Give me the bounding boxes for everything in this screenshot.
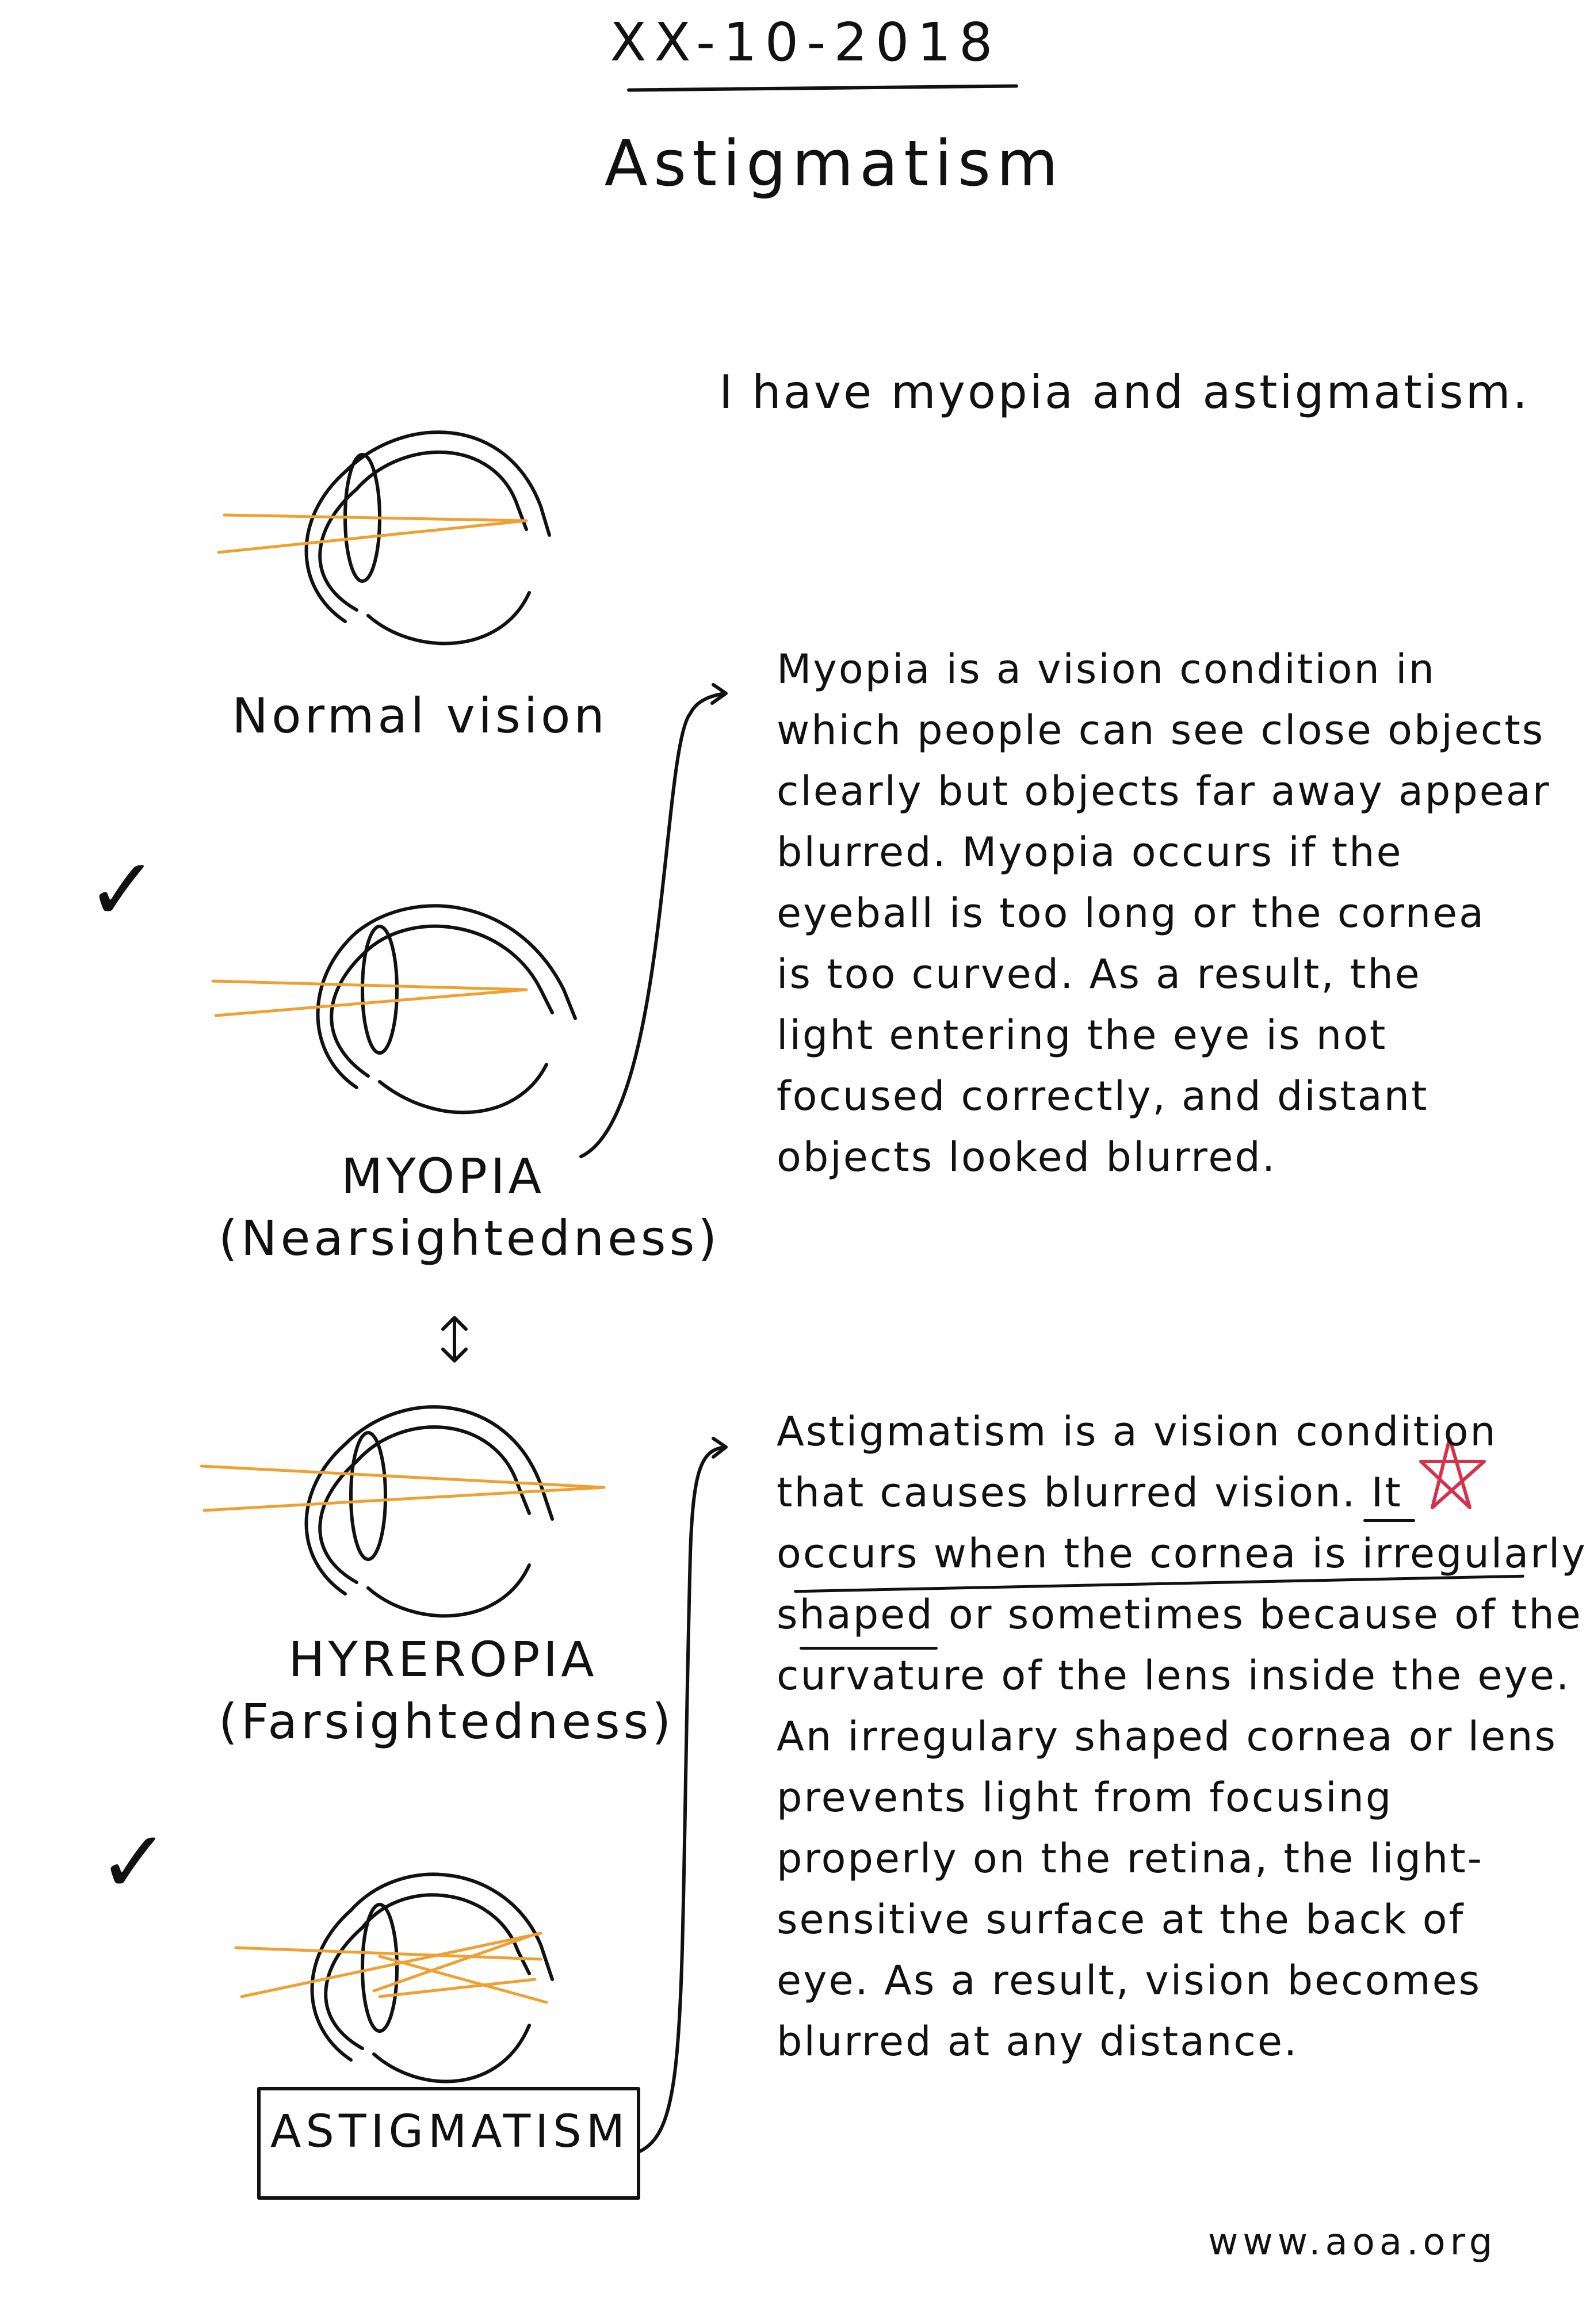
- myopia-subtitle: (Nearsightedness): [219, 1210, 721, 1266]
- date: XX-10-2018: [610, 12, 1001, 73]
- myopia-title: MYOPIA: [341, 1148, 545, 1204]
- paragraph-line: blurred at any distance.: [777, 2018, 1299, 2065]
- paragraph-line: light entering the eye is not: [777, 1012, 1388, 1059]
- astigmatism-label: ASTIGMATISM: [270, 2106, 630, 2158]
- page-title: Astigmatism: [604, 127, 1064, 200]
- paragraph-line: that causes blurred vision. It: [777, 1469, 1402, 1516]
- paragraph-line: eye. As a result, vision becomes: [777, 1957, 1482, 2004]
- source-url: www.aoa.org: [1208, 2221, 1497, 2264]
- underline: [800, 1647, 938, 1650]
- paragraph-line: shaped or sometimes because of the: [777, 1591, 1583, 1638]
- paragraph-line: occurs when the cornea is irregularly: [777, 1530, 1587, 1577]
- hyperopia-label: [219, 1628, 675, 1753]
- check-icon: ✓: [86, 840, 159, 940]
- paragraph-line: sensitive surface at the back of: [777, 1896, 1465, 1943]
- astigmatism-eye-diagram: [236, 1875, 552, 2082]
- astigmatism-connector-arrow: [639, 1447, 725, 2152]
- paragraph-line: An irregulary shaped cornea or lens: [777, 1713, 1557, 1760]
- paragraph-line: blurred. Myopia occurs if the: [777, 829, 1403, 876]
- paragraph-line: which people can see close objects: [777, 707, 1545, 754]
- paragraph-line: eyeball is too long or the cornea: [777, 890, 1486, 937]
- paragraph-line: objects looked blurred.: [777, 1134, 1277, 1181]
- normal-eye-diagram: [219, 432, 549, 643]
- paragraph-line: is too curved. As a result, the: [777, 951, 1421, 998]
- paragraph-line: focused correctly, and distant: [777, 1073, 1429, 1120]
- paragraph-line: Astigmatism is a vision condition: [777, 1408, 1497, 1455]
- double-arrow-icon: [443, 1318, 466, 1361]
- myopia-connector-arrow: [581, 693, 725, 1157]
- intro-sentence: I have myopia and astigmatism.: [719, 365, 1530, 419]
- paragraph-line: curvature of the lens inside the eye.: [777, 1652, 1571, 1699]
- hyperopia-title: HYREROPIA: [288, 1631, 598, 1688]
- paragraph-line: properly on the retina, the light-: [777, 1835, 1484, 1882]
- hyperopia-eye-diagram: [201, 1407, 604, 1616]
- underline: [1363, 1519, 1415, 1522]
- myopia-eye-diagram: [213, 906, 575, 1112]
- check-icon: ✓: [98, 1812, 170, 1913]
- myopia-label: [219, 1145, 721, 1269]
- hyperopia-subtitle: (Farsightedness): [219, 1693, 675, 1750]
- myopia-paragraph: [777, 639, 1551, 1188]
- normal-vision-label: Normal vision: [232, 688, 608, 744]
- astigmatism-paragraph: [777, 1401, 1587, 2072]
- paragraph-line: prevents light from focusing: [777, 1774, 1393, 1821]
- paragraph-line: Myopia is a vision condition in: [777, 646, 1436, 693]
- paragraph-line: clearly but objects far away appear: [777, 768, 1551, 815]
